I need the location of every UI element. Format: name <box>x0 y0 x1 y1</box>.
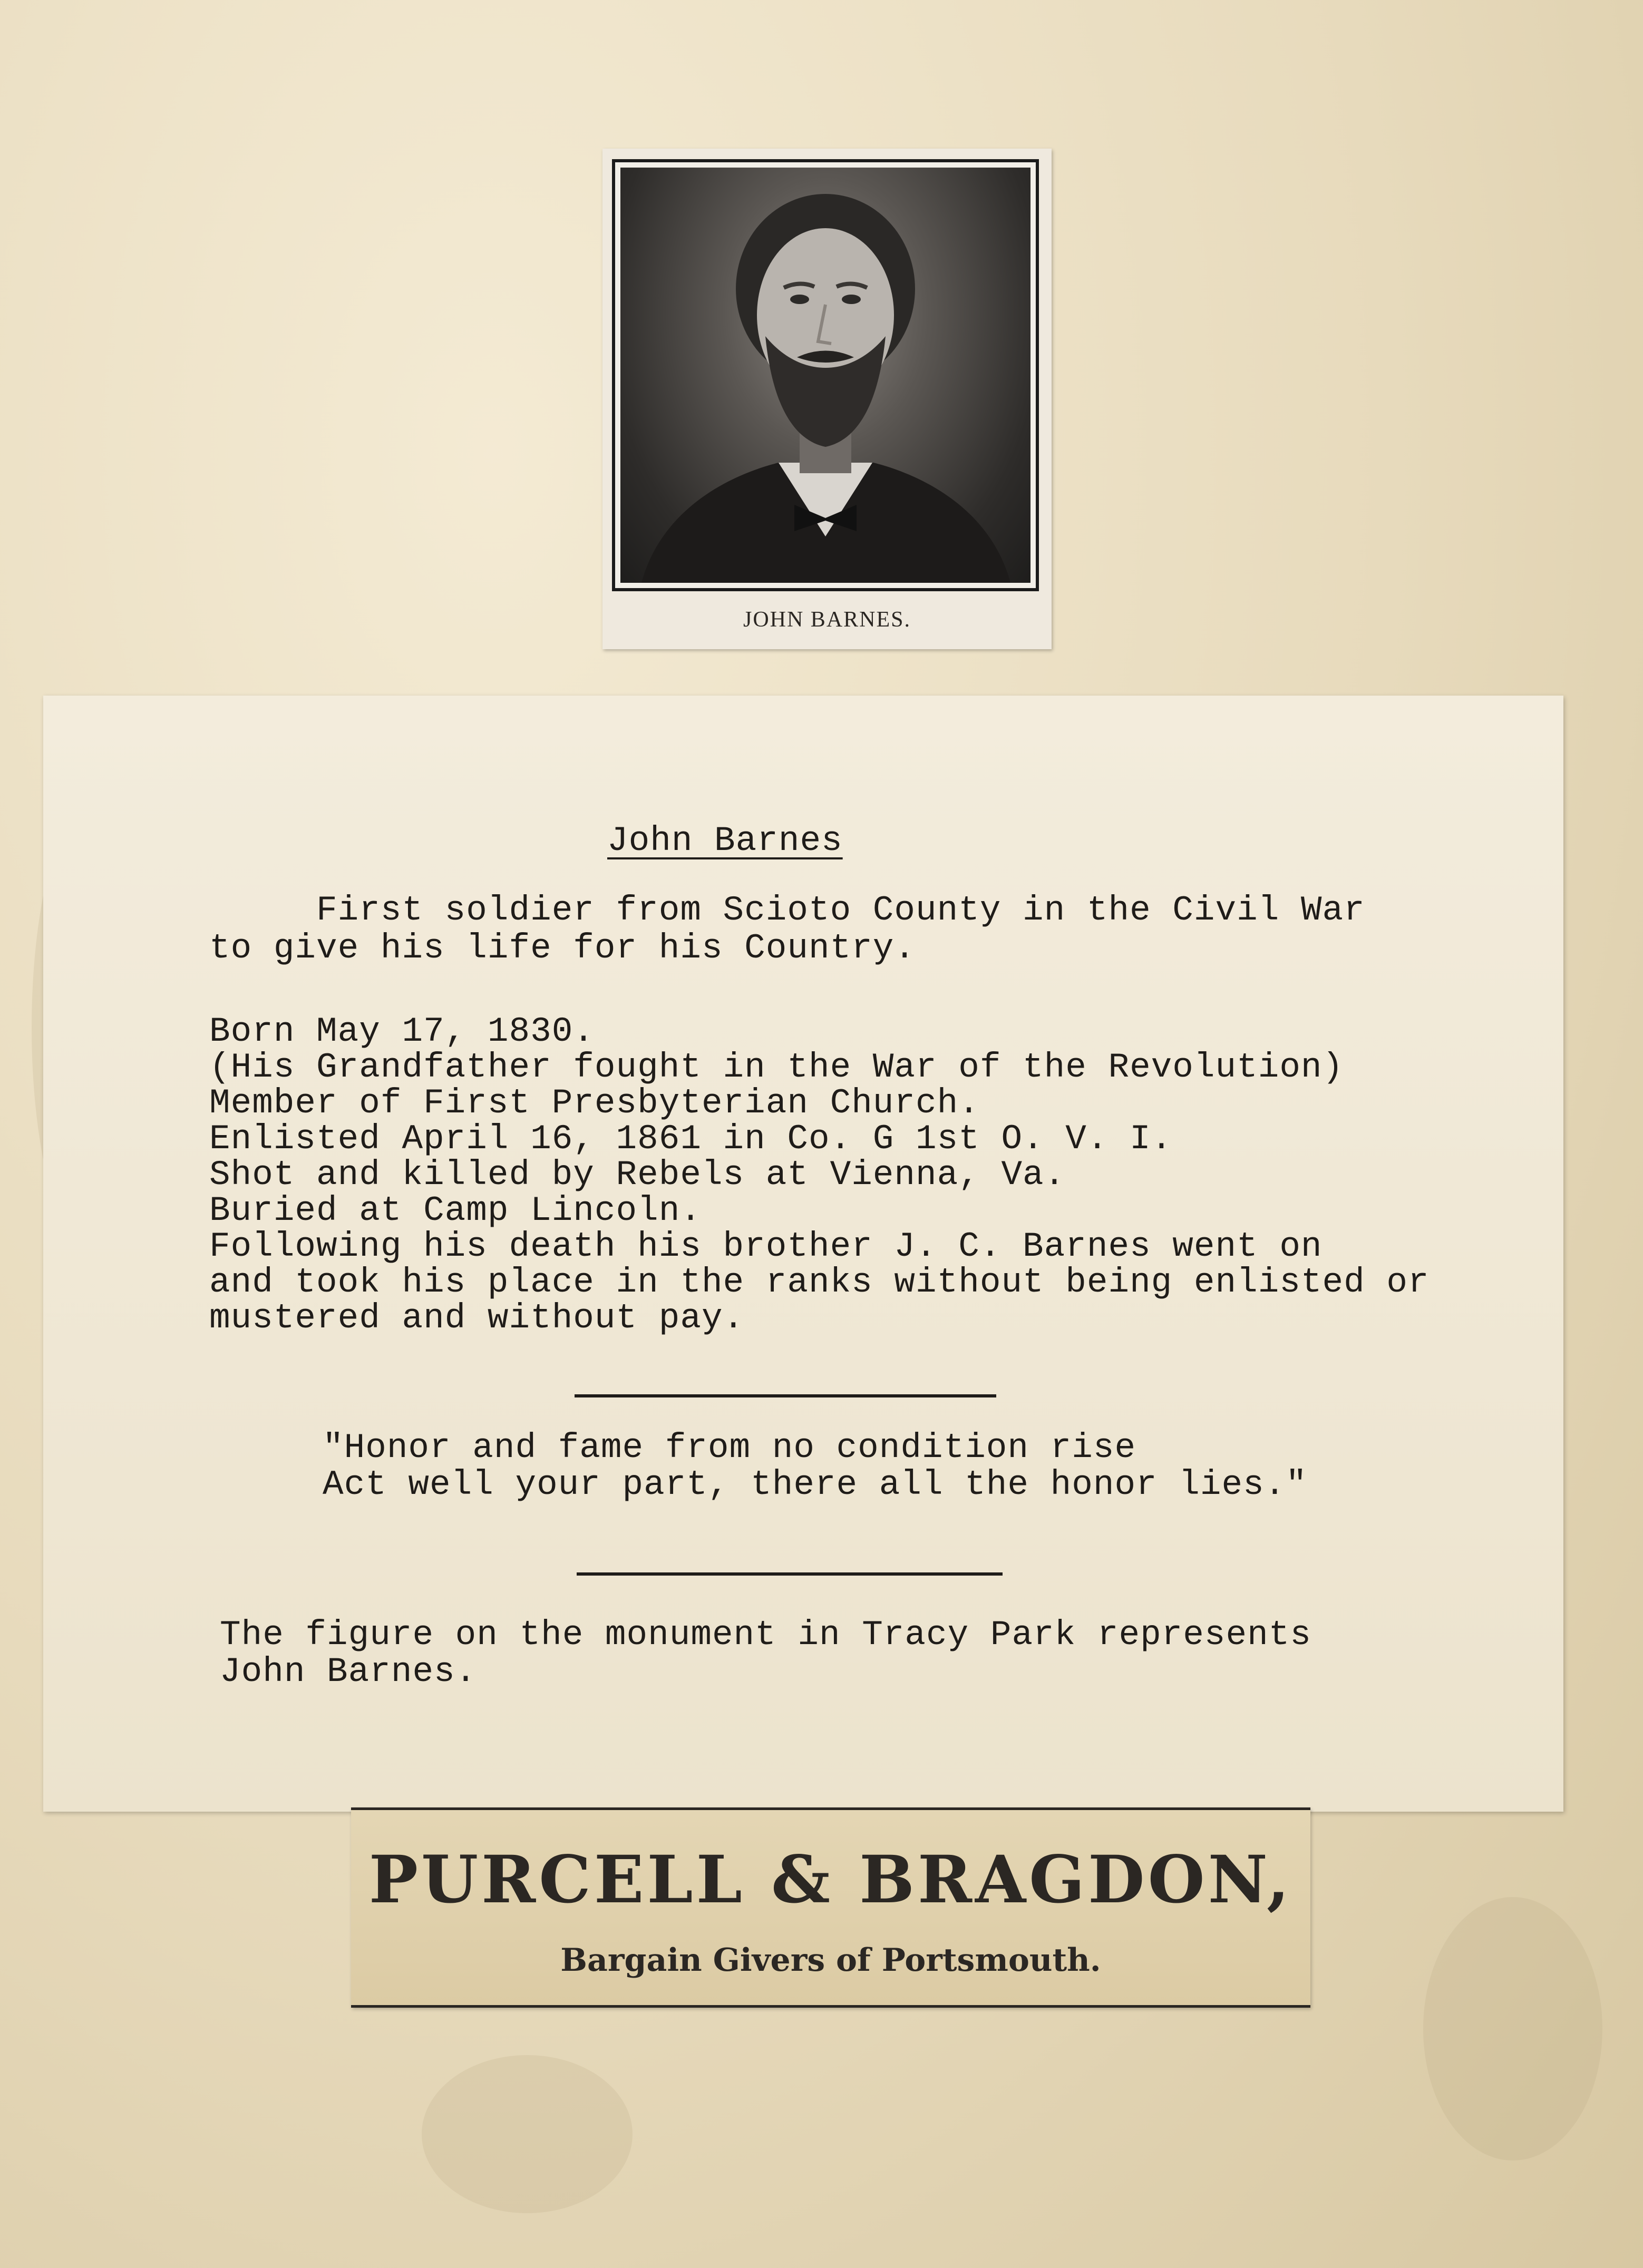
fact-line: (His Grandfather fought in the War of the Revolution) <box>209 1048 1344 1087</box>
intro-line: to give his life for his Country. <box>209 928 916 968</box>
portrait-figure <box>620 168 1030 583</box>
portrait-clipping <box>602 149 1052 649</box>
fact-line: Born May 17, 1830. <box>209 1012 595 1051</box>
paper-stain <box>1423 1897 1602 2161</box>
fact-line: mustered and without pay. <box>209 1298 745 1338</box>
advertisement-clipping <box>351 1807 1310 2008</box>
portrait-frame <box>612 159 1039 591</box>
intro-line: First soldier from Scioto County in the Civil War <box>209 891 1365 930</box>
fact-line: Buried at Camp Lincoln. <box>209 1191 702 1230</box>
advertisement-title: PURCELL & BRAGDON, <box>368 1842 1293 1918</box>
fact-line: and took his place in the ranks without being enlisted or <box>209 1263 1430 1302</box>
closing-line: The figure on the monument in Tracy Park represents <box>220 1615 1311 1655</box>
quote-line: Act well your part, there all the honor lies." <box>323 1465 1307 1504</box>
card-title: John Barnes <box>607 821 843 861</box>
closing-line: John Barnes. <box>220 1652 477 1692</box>
paper-stain <box>422 2055 633 2213</box>
portrait-photograph <box>620 168 1030 583</box>
advertisement-subtitle: Bargain Givers of Portsmouth. <box>560 1942 1101 1979</box>
fact-line: Enlisted April 16, 1861 in Co. G 1st O. V. I. <box>209 1119 1173 1159</box>
quote-line: "Honor and fame from no condition rise <box>323 1428 1136 1468</box>
portrait-caption: JOHN BARNES. <box>743 608 911 632</box>
divider-rule <box>575 1394 996 1397</box>
divider-rule <box>577 1572 1003 1576</box>
fact-line: Member of First Presbyterian Church. <box>209 1083 980 1123</box>
fact-line: Shot and killed by Rebels at Vienna, Va. <box>209 1155 1066 1195</box>
typed-memorial-card <box>43 696 1563 1812</box>
fact-line: Following his death his brother J. C. Barnes went on <box>209 1227 1323 1266</box>
